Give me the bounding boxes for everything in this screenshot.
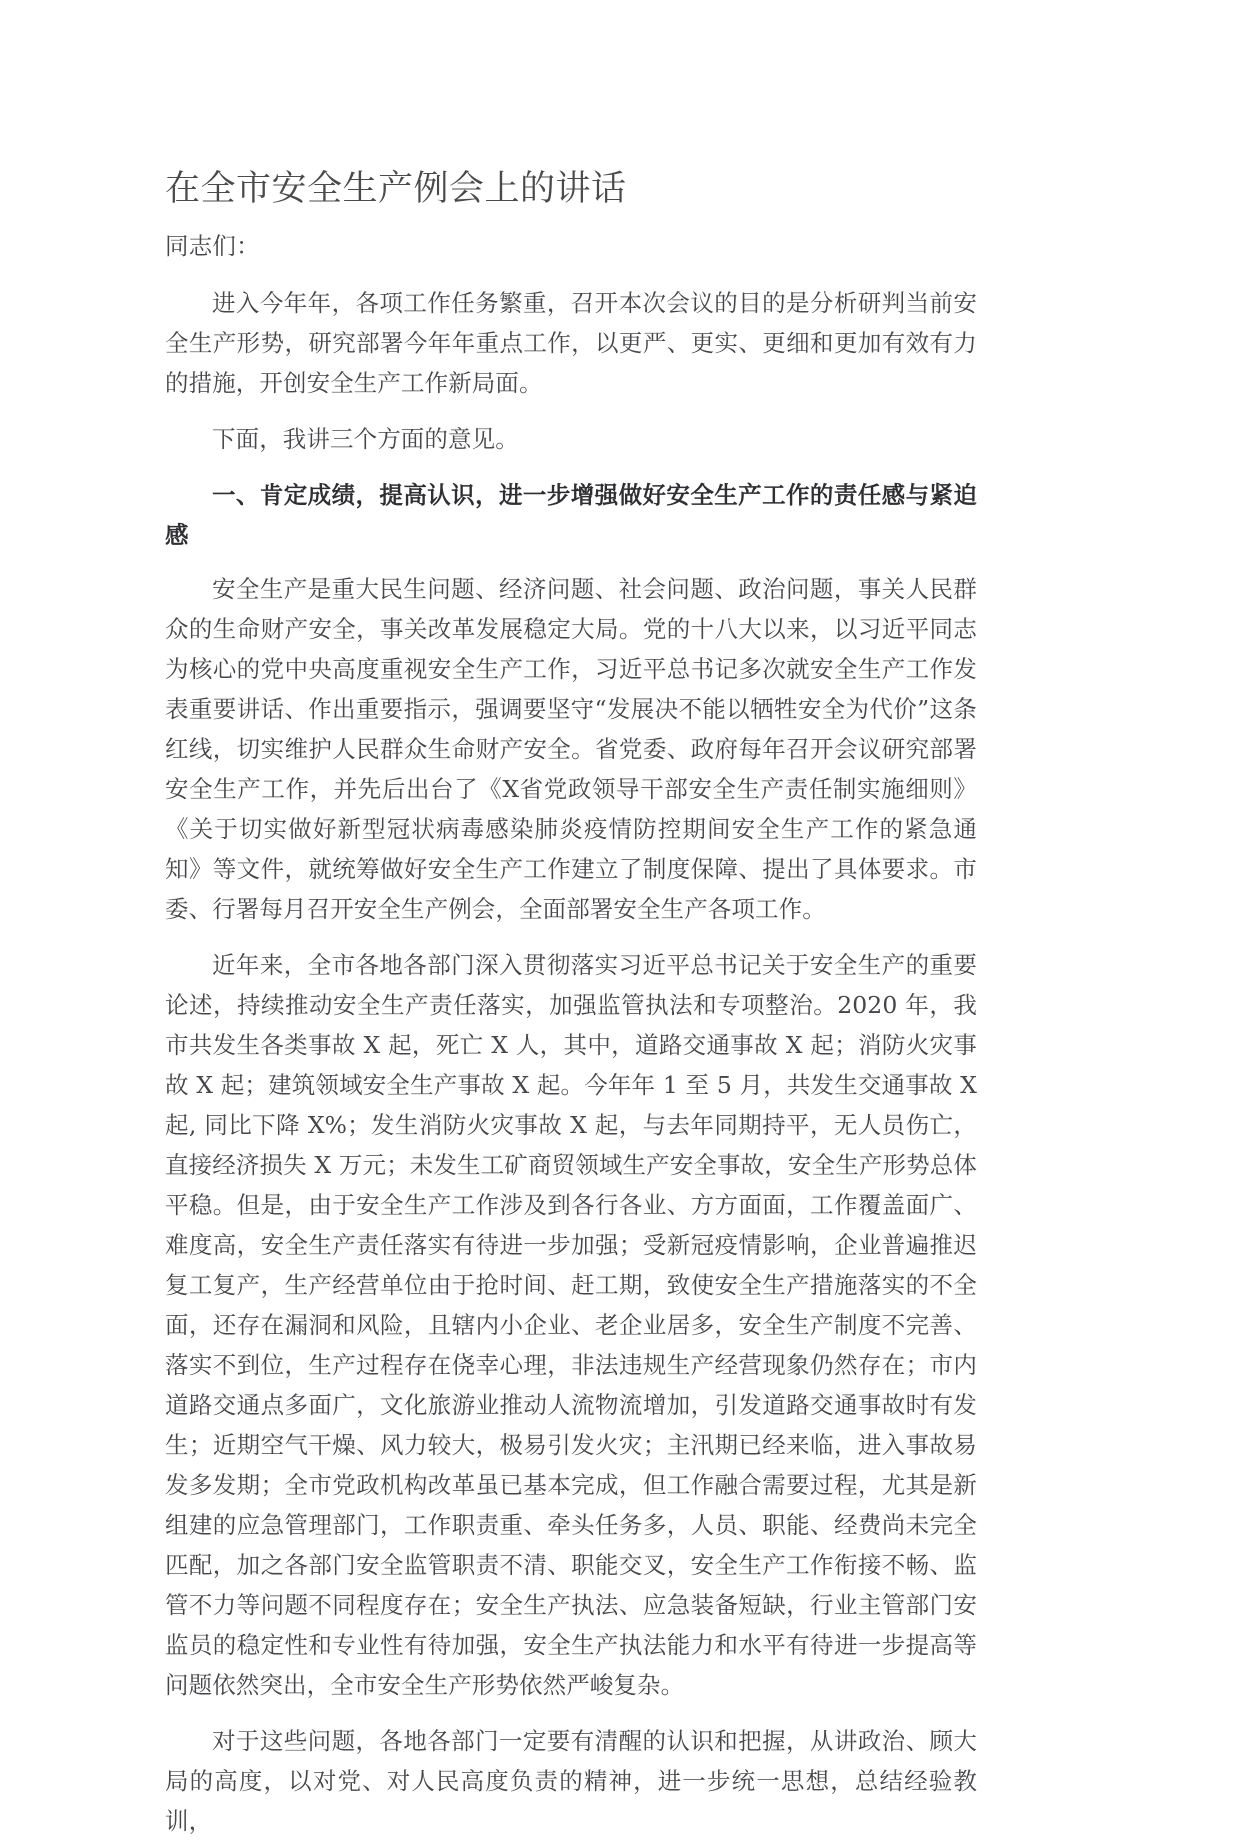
paragraph-section-one-3: 对于这些问题，各地各部门一定要有清醒的认识和把握，从讲政治、顾大局的高度，以对党、对人民高度负责的精神，进一步统一思想，总结经验教训， xyxy=(165,1726,977,1835)
salutation: 同志们： xyxy=(165,232,260,261)
page-title: 在全市安全生产例会上的讲话 xyxy=(165,169,627,209)
paragraph-outline: 下面，我讲三个方面的意见。 xyxy=(212,424,519,453)
document-content xyxy=(165,166,977,1841)
paragraph-intro: 进入今年年，各项工作任务繁重，召开本次会议的目的是分析研判当前安全生产形势，研究部署今年年重点工作，以更严、更实、更细和更加有效有力的措施，开创安全生产工作新局面。 xyxy=(165,288,977,397)
section-heading-one: 一、肯定成绩，提高认识，进一步增强做好安全生产工作的责任感与紧迫感 xyxy=(165,480,977,549)
paragraph-section-one-2: 近年来，全市各地各部门深入贯彻落实习近平总书记关于安全生产的重要论述，持续推动安全生产责任落实，加强监管执法和专项整治。2020 年，我市共发生各类事故 X 起，死亡 X 人，其中，道路交通事故 X 起；消防火灾事故 X 起；建筑领域安全生产事故 X 起。今年年 1 至 5 月，共发生交通事故 X 起, 同比下降 X%；发生消防火灾事故 X 起，与去年同期持平，无人员伤亡，直接经济损失 X 万元；未发生工矿商贸领域生产安全事故，安全生产形势总体平稳。但是，由于安全生产工作涉及到各行各业、方方面面，工作覆盖面广、难度高，安全生产责任落实有待进一步加强；受新冠疫情影响，企业普遍推迟复工复产，生产经营单位由于抢时间、赶工期，致使安全生产措施落实的不全面，还存在漏洞和风险，且辖内小企业、老企业居多，安全生产制度不完善、落实不到位，生产过程存在侥幸心理，非法违规生产经营现象仍然存在；市内道路交通点多面广，文化旅游业推动人流物流增加，引发道路交通事故时有发生；近期空气干燥、风力较大，极易引发火灾；主汛期已经来临，进入事故易发多发期；全市党政机构改革虽已基本完成，但工作融合需要过程，尤其是新组建的应急管理部门，工作职责重、牵头任务多，人员、职能、经费尚未完全匹配，加之各部门安全监管职责不清、职能交叉，安全生产工作衔接不畅、监管不力等问题不同程度存在；安全生产执法、应急装备短缺，行业主管部门安监员的稳定性和专业性有待加强，安全生产执法能力和水平有待进一步提高等问题依然突出，全市安全生产形势依然严峻复杂。 xyxy=(165,950,977,1699)
paragraph-section-one-1: 安全生产是重大民生问题、经济问题、社会问题、政治问题，事关人民群众的生命财产安全，事关改革发展稳定大局。党的十八大以来，以习近平同志为核心的党中央高度重视安全生产工作，习近平总书记多次就安全生产工作发表重要讲话、作出重要指示，强调要坚守“发展决不能以牺牲安全为代价”这条红线，切实维护人民群众生命财产安全。省党委、政府每年召开会议研究部署安全生产工作，并先后出台了《X省党政领导干部安全生产责任制实施细则》《关于切实做好新型冠状病毒感染肺炎疫情防控期间安全生产工作的紧急通知》等文件，就统筹做好安全生产工作建立了制度保障、提出了具体要求。市委、行署每月召开安全生产例会，全面部署安全生产各项工作。 xyxy=(165,574,977,923)
